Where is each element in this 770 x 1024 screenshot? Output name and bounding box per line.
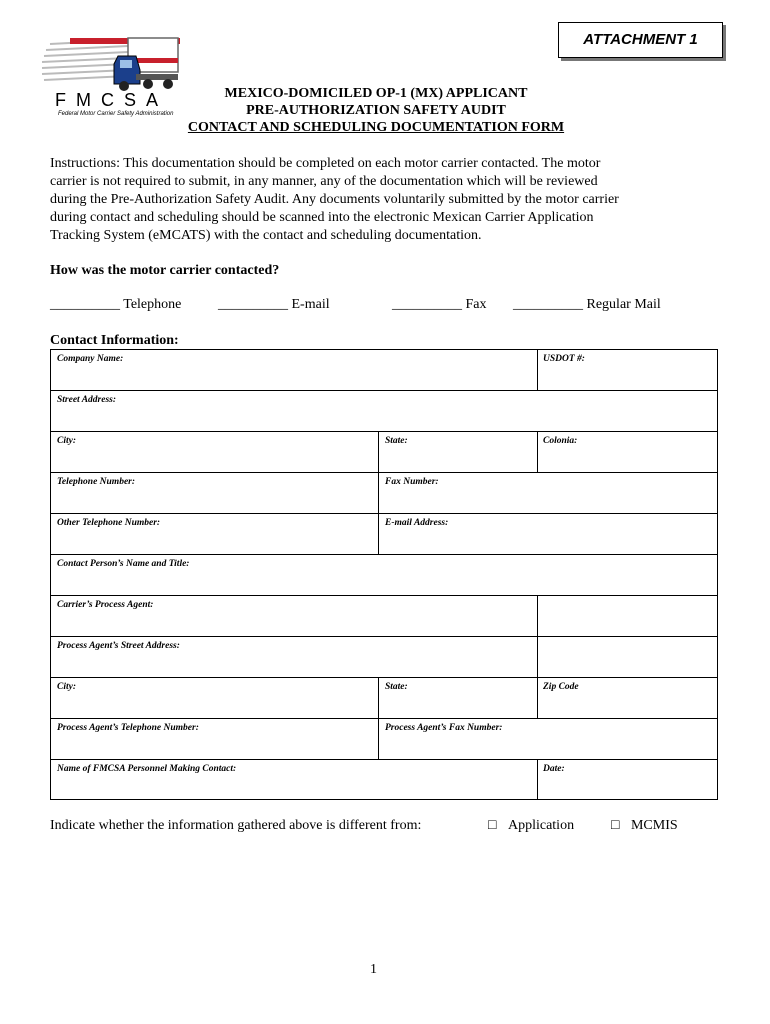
agent-street-address-field[interactable]: Process Agent’s Street Address:: [57, 641, 180, 651]
contact-method-telephone[interactable]: __________ Telephone: [50, 297, 182, 312]
form-title-line-2: PRE-AUTHORIZATION SAFETY AUDIT: [246, 103, 506, 118]
row-divider: [51, 554, 717, 555]
logo-subtitle: Federal Motor Carrier Safety Administration: [58, 111, 174, 117]
row-divider: [51, 677, 717, 678]
instruction-line: during contact and scheduling should be scanned into the electronic Mexican Carrier Application: [50, 210, 594, 225]
colonia-field[interactable]: Colonia:: [543, 436, 578, 446]
col-divider: [537, 677, 538, 718]
agent-telephone-field[interactable]: Process Agent’s Telephone Number:: [57, 723, 199, 733]
fax-field[interactable]: Fax Number:: [385, 477, 439, 487]
instructions-paragraph: [50, 155, 690, 245]
instruction-line: Tracking System (eMCATS) with the contact and scheduling documentation.: [50, 228, 482, 243]
attachment-label: ATTACHMENT 1: [558, 22, 723, 58]
contact-info-table: [50, 349, 718, 800]
instruction-line: during the Pre-Authorization Safety Audit. Any documents voluntarily submitted by the motor carrier: [50, 192, 619, 207]
col-divider: [378, 677, 379, 759]
col-divider: [537, 759, 538, 800]
col-divider: [537, 350, 538, 390]
agent-fax-field[interactable]: Process Agent’s Fax Number:: [385, 723, 503, 733]
contact-question: How was the motor carrier contacted?: [50, 263, 280, 278]
other-telephone-field[interactable]: Other Telephone Number:: [57, 518, 161, 528]
contact-method-fax[interactable]: __________ Fax: [392, 297, 487, 312]
application-option[interactable]: [488, 818, 574, 834]
usdot-field[interactable]: USDOT #:: [543, 354, 585, 364]
contact-method-email[interactable]: __________ E-mail: [218, 297, 330, 312]
col-divider: [537, 431, 538, 472]
application-option-label: Application: [507, 818, 575, 833]
row-divider: [51, 513, 717, 514]
agent-state-field[interactable]: State:: [385, 682, 408, 692]
date-field[interactable]: Date:: [543, 764, 565, 774]
company-name-field[interactable]: Company Name:: [57, 354, 124, 364]
mcmis-option-label: MCMIS: [630, 818, 678, 833]
contact-info-heading: Contact Information:: [50, 333, 179, 348]
process-agent-field[interactable]: Carrier’s Process Agent:: [57, 600, 154, 610]
form-title-line-1: MEXICO-DOMICILED OP-1 (MX) APPLICANT: [224, 86, 528, 101]
row-divider: [51, 636, 717, 637]
contact-person-field[interactable]: Contact Person’s Name and Title:: [57, 559, 190, 569]
email-field[interactable]: E-mail Address:: [385, 518, 449, 528]
mcmis-option[interactable]: [611, 818, 678, 834]
street-address-field[interactable]: Street Address:: [57, 395, 117, 405]
checkbox-icon[interactable]: □: [488, 818, 497, 833]
row-divider: [51, 472, 717, 473]
row-divider: [51, 595, 717, 596]
logo-acronym: FMCSA: [55, 90, 168, 110]
agent-zip-field[interactable]: Zip Code: [543, 682, 579, 692]
row-divider: [51, 431, 717, 432]
contact-method-regular-mail[interactable]: __________ Regular Mail: [513, 297, 661, 312]
instruction-line: Instructions: This documentation should be completed on each motor carrier contacted. The motor: [50, 156, 601, 171]
row-divider: [51, 759, 717, 760]
instruction-line: carrier is not required to submit, in any manner, any of the documentation which will be reviewed: [50, 174, 598, 189]
fmcsa-personnel-field[interactable]: Name of FMCSA Personnel Making Contact:: [57, 764, 237, 774]
telephone-field[interactable]: Telephone Number:: [57, 477, 136, 487]
agent-city-field[interactable]: City:: [57, 682, 76, 692]
col-divider: [378, 431, 379, 472]
city-field[interactable]: City:: [57, 436, 76, 446]
row-divider: [51, 718, 717, 719]
checkbox-icon[interactable]: □: [611, 818, 620, 833]
form-title-line-3: CONTACT AND SCHEDULING DOCUMENTATION FORM: [187, 120, 565, 135]
row-divider: [51, 390, 717, 391]
state-field[interactable]: State:: [385, 436, 408, 446]
page-number: 1: [370, 962, 377, 977]
col-divider: [378, 472, 379, 554]
difference-prompt: Indicate whether the information gathered above is different from:: [50, 818, 422, 833]
col-divider: [537, 595, 538, 677]
